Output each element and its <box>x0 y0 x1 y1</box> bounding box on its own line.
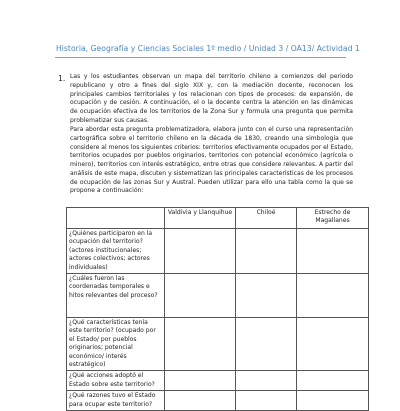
table-cell-empty[interactable] <box>236 229 297 274</box>
table-cell-empty[interactable] <box>236 371 297 391</box>
table-header-row <box>67 208 369 229</box>
table-cell-empty[interactable] <box>165 229 236 274</box>
table-cell-empty[interactable] <box>297 274 369 318</box>
table-cell-empty[interactable] <box>236 391 297 411</box>
table-cell-empty[interactable] <box>297 318 369 371</box>
analysis-table <box>66 207 369 411</box>
activity-number: 1. <box>58 74 66 83</box>
table-header-cell <box>67 208 165 229</box>
page-header-title: Historia, Geografía y Ciencias Sociales 1º medio / Unidad 3 / OA13/ Actividad 1 <box>56 44 360 53</box>
row-question: ¿Qué acciones adoptó el Estado sobre este territorio? <box>67 371 165 391</box>
table-header-cell: Valdivia y Llanquihue <box>165 208 236 229</box>
row-question: ¿Qué características tenía este territorio? (ocupado por el Estado/ por pueblos originarios; potencial económico/ interés estratégico) <box>67 318 165 371</box>
table-cell-empty[interactable] <box>165 274 236 318</box>
table-row <box>67 229 369 274</box>
row-question: ¿Cuáles fueron las coordenadas temporales e hitos relevantes del proceso? <box>67 274 165 318</box>
table-cell-empty[interactable] <box>297 371 369 391</box>
table-cell-empty[interactable] <box>297 391 369 411</box>
header-divider <box>55 57 346 58</box>
table-row <box>67 274 369 318</box>
table-row <box>67 391 369 411</box>
table-cell-empty[interactable] <box>236 318 297 371</box>
table-cell-empty[interactable] <box>165 391 236 411</box>
table-cell-empty[interactable] <box>165 371 236 391</box>
table-header-cell: Chiloé <box>236 208 297 229</box>
table-header-cell: Estrecho de Magallanes <box>297 208 369 229</box>
table-cell-empty[interactable] <box>165 318 236 371</box>
activity-paragraph-2: Para abordar esta pregunta problematizadora, elabora junto con el curso una representación cartográfica sobre el territorio chileno en la década de 1830, creando una simbología que considere al menos los siguientes criterios: territorios efectivamente ocupados por el Estado, territorios ocupados por pueblos originarios, territorios con potencial económico (agrícola o minero), territorios con interés estratégico, entre otras que considere relevantes. A partir del análisis de este mapa, discuten y sistematizan las principales características de los procesos de ocupación de las zonas Sur y Austral. Pueden utilizar para ello una tabla como la que se propone a continuación: <box>70 126 353 195</box>
row-question: ¿Qué razones tuvo el Estado para ocupar este territorio? <box>67 391 165 411</box>
table-cell-empty[interactable] <box>236 274 297 318</box>
table-row <box>67 371 369 391</box>
activity-paragraph-1: Las y los estudiantes observan un mapa del territorio chileno a comienzos del periodo republicano y otro a fines del siglo XIX y, con la mediación docente, reconocen los principales cambios territoriales y los relacionan con tipos de procesos: de expansión, de ocupación y de cesión. A continuación, el o la docente centra la atención en las dinámicas de ocupación efectiva de los territorios de la Zona Sur y formula una pregunta que permita problematizar sus causas. <box>70 73 353 124</box>
table-cell-empty[interactable] <box>297 229 369 274</box>
table-row <box>67 318 369 371</box>
row-question: ¿Quiénes participaron en la ocupación del territorio? (actores institucionales; actores colectivos; actores individuales) <box>67 229 165 274</box>
